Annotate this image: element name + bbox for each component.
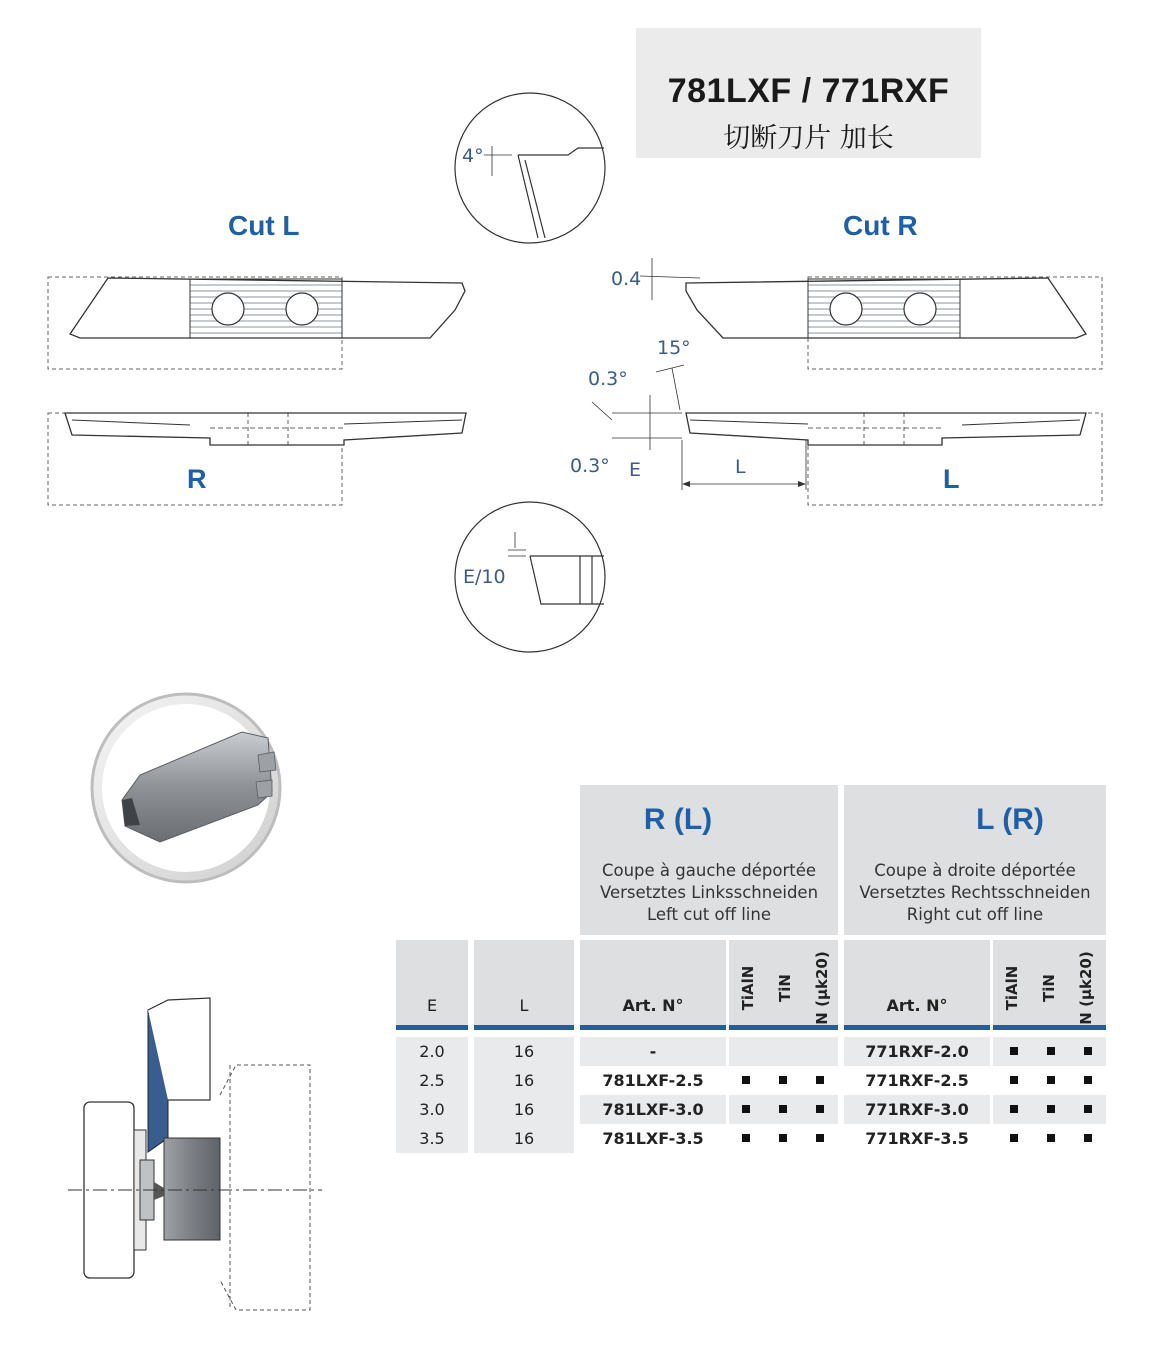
cell-avail-left — [729, 1124, 838, 1153]
table-row — [396, 1124, 1106, 1153]
availability-mark — [816, 1105, 824, 1113]
cell-avail-left — [729, 1095, 838, 1124]
header-rule — [729, 1025, 838, 1030]
availability-mark — [1084, 1047, 1092, 1055]
coat-n-right: N (μk20) — [1077, 951, 1095, 1025]
cell-avail-right — [993, 1037, 1106, 1066]
header-rule — [580, 1025, 726, 1030]
group-left-desc-en: Left cut off line — [646, 905, 772, 924]
cell-art-right: 771RXF-3.0 — [844, 1095, 990, 1124]
table-row — [396, 1066, 1106, 1095]
coat-tialn-right: TiAlN — [1003, 965, 1021, 1011]
coat-tin-left: TiN — [776, 974, 794, 1002]
group-left-desc-de: Versetztes Linksschneiden — [599, 883, 819, 902]
cell-art-left: 781LXF-2.5 — [602, 1071, 704, 1090]
availability-mark — [816, 1134, 824, 1142]
availability-mark — [779, 1105, 787, 1113]
group-header-left — [580, 785, 838, 935]
product-subtitle: 切断刀片 加长 — [723, 123, 894, 154]
availability-mark — [1010, 1134, 1018, 1142]
cell-avail-left — [729, 1037, 838, 1066]
group-left-title: R (L) — [643, 803, 713, 836]
cut-l-label: Cut L — [228, 210, 300, 241]
col-header-art-right — [844, 940, 990, 1025]
availability-mark — [742, 1134, 750, 1142]
availability-mark — [1084, 1134, 1092, 1142]
cell-e: 2.0 — [396, 1037, 468, 1066]
cell-art-left: - — [580, 1037, 726, 1066]
detail-circle-angle — [455, 93, 605, 243]
dim-e-label: E — [629, 459, 642, 481]
col-header-l — [474, 940, 574, 1025]
coat-tialn-left: TiAlN — [739, 965, 757, 1011]
availability-mark — [1047, 1047, 1055, 1055]
cell-avail-right — [993, 1066, 1106, 1095]
cell-l: 16 — [474, 1095, 574, 1124]
insert-cut-r-top — [640, 258, 1102, 369]
cell-l: 16 — [474, 1037, 574, 1066]
dim-l-label: L — [735, 456, 746, 478]
cell-art-right: 771RXF-2.0 — [844, 1037, 990, 1066]
side-r-label: R — [187, 464, 207, 494]
availability-mark — [779, 1076, 787, 1084]
angle-15-label: 15° — [657, 337, 691, 359]
coat-n-left: N (μk20) — [813, 951, 831, 1025]
cell-e: 3.5 — [396, 1124, 468, 1153]
availability-mark — [1084, 1076, 1092, 1084]
availability-mark — [1010, 1047, 1018, 1055]
angle-03-top-label: 0.3° — [588, 368, 628, 390]
header-rule — [993, 1025, 1106, 1030]
cell-l: 16 — [474, 1124, 574, 1153]
cell-art-right: 771RXF-2.5 — [865, 1071, 969, 1090]
machining-schematic — [68, 998, 322, 1310]
availability-mark — [1047, 1105, 1055, 1113]
availability-mark — [742, 1076, 750, 1084]
cell-avail-right — [993, 1124, 1106, 1153]
availability-mark — [1084, 1105, 1092, 1113]
availability-mark — [742, 1105, 750, 1113]
cell-l: 16 — [474, 1066, 574, 1095]
availability-mark — [1010, 1105, 1018, 1113]
coat-tin-right: TiN — [1040, 974, 1058, 1002]
col-header-e — [396, 940, 468, 1025]
group-right-title: L (R) — [976, 803, 1044, 836]
group-right-desc-fr: Coupe à droite déportée — [874, 861, 1076, 880]
cell-art-left: 781LXF-3.0 — [580, 1095, 726, 1124]
header-rule — [474, 1025, 574, 1030]
cut-r-label: Cut R — [843, 210, 918, 241]
cell-e: 3.0 — [396, 1095, 468, 1124]
group-left-desc-fr: Coupe à gauche déportée — [601, 861, 817, 880]
angle-03-bottom-label: 0.3° — [570, 455, 610, 477]
table-row — [396, 1037, 1106, 1066]
col-header-e-text: E — [426, 996, 438, 1015]
product-title: 781LXF / 771RXF — [667, 72, 950, 110]
side-l-label: L — [943, 464, 960, 494]
availability-mark — [1010, 1076, 1018, 1084]
col-header-art-left-text: Art. N° — [622, 996, 684, 1015]
dim-e10-label: E/10 — [463, 566, 506, 588]
availability-mark — [816, 1076, 824, 1084]
cell-art-left: 781LXF-3.5 — [602, 1129, 704, 1148]
cell-avail-left — [729, 1066, 838, 1095]
col-header-art-right-text: Art. N° — [886, 996, 948, 1015]
insert-cut-l-top — [48, 277, 465, 369]
clearance-04-label: 0.4 — [611, 268, 642, 290]
availability-mark — [1047, 1076, 1055, 1084]
group-right-desc-de: Versetztes Rechtsschneiden — [859, 883, 1091, 902]
header-rule — [844, 1025, 990, 1030]
group-header-right — [844, 785, 1106, 935]
col-header-art-left — [580, 940, 726, 1025]
insert-3d-photo — [92, 694, 280, 882]
insert-side-r — [48, 413, 466, 505]
header-rule — [396, 1025, 468, 1030]
insert-side-l — [592, 365, 1102, 505]
col-header-l-text: L — [519, 996, 529, 1015]
group-left-desc — [580, 860, 838, 926]
cell-e: 2.5 — [396, 1066, 468, 1095]
angle-4-label: 4° — [462, 145, 484, 167]
availability-mark — [779, 1134, 787, 1142]
group-right-desc — [844, 860, 1106, 926]
availability-mark — [1047, 1134, 1055, 1142]
cell-art-right: 771RXF-3.5 — [865, 1129, 969, 1148]
cell-avail-right — [993, 1095, 1106, 1124]
table-row — [396, 1095, 1106, 1124]
group-right-desc-en: Right cut off line — [906, 905, 1044, 924]
